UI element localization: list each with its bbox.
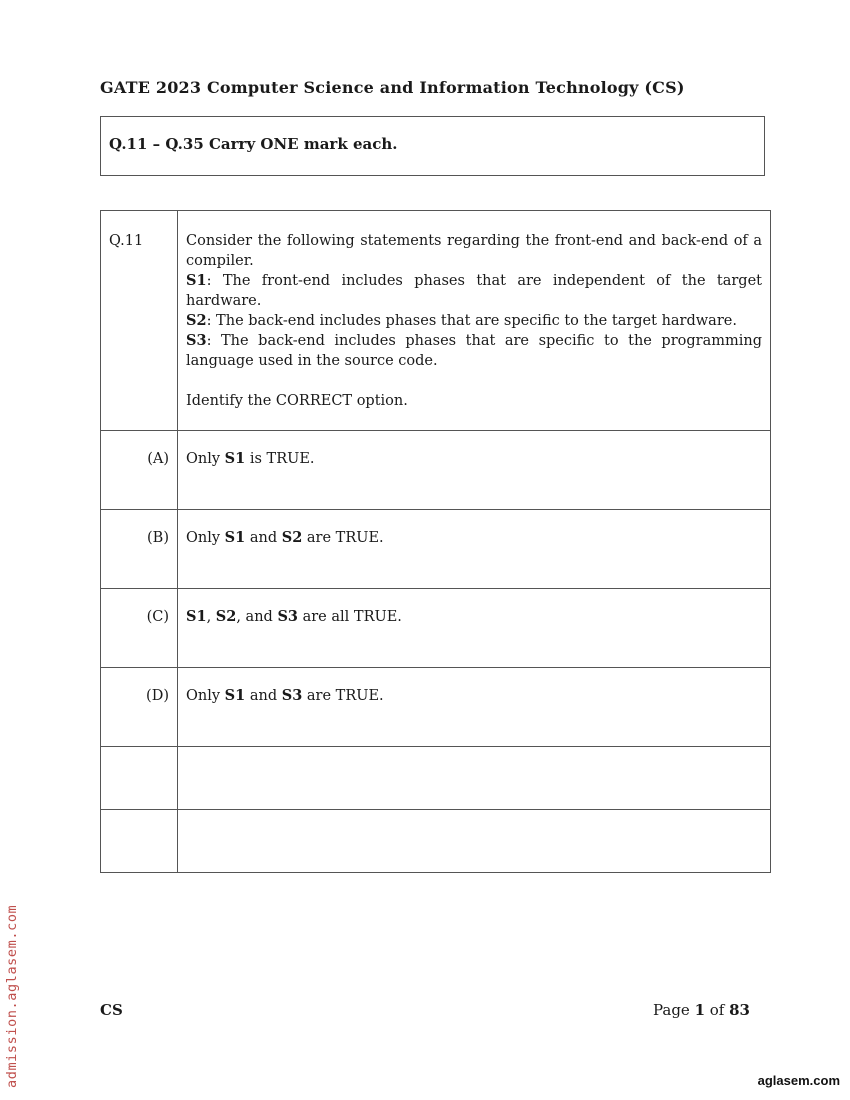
question-number: Q.11 bbox=[101, 211, 178, 431]
statement-label: S2 bbox=[186, 312, 207, 329]
empty-row bbox=[101, 747, 771, 810]
option-text: Only S1 and S3 are TRUE. bbox=[178, 668, 771, 747]
option-row-c bbox=[101, 589, 771, 668]
option-letter: (A) bbox=[101, 431, 178, 510]
option-text: S1, S2, and S3 are all TRUE. bbox=[178, 589, 771, 668]
statement-s3 bbox=[186, 331, 762, 371]
question-stem bbox=[178, 211, 771, 431]
corner-watermark: aglasem.com bbox=[757, 1073, 840, 1088]
statement-text: : The back-end includes phases that are specific to the programming language used in the source code. bbox=[186, 333, 762, 369]
footer-page-number: Page 1 of 83 bbox=[652, 1001, 750, 1019]
option-letter: (C) bbox=[101, 589, 178, 668]
empty-row bbox=[101, 810, 771, 873]
vertical-watermark: admission.aglasem.com bbox=[4, 904, 20, 1088]
question-table bbox=[100, 210, 771, 873]
option-letter: (D) bbox=[101, 668, 178, 747]
empty-cell bbox=[101, 747, 178, 810]
option-row-b bbox=[101, 510, 771, 589]
empty-cell bbox=[178, 810, 771, 873]
option-text: Only S1 and S2 are TRUE. bbox=[178, 510, 771, 589]
empty-cell bbox=[101, 810, 178, 873]
option-row-a bbox=[101, 431, 771, 510]
option-text: Only S1 is TRUE. bbox=[178, 431, 771, 510]
statement-label: S3 bbox=[186, 332, 207, 349]
footer-paper-code: CS bbox=[100, 1001, 123, 1019]
question-row bbox=[101, 211, 771, 431]
statement-s1 bbox=[186, 271, 762, 311]
stem-intro: Consider the following statements regarding the front-end and back-end of a compiler. bbox=[186, 233, 762, 269]
section-heading-box bbox=[100, 116, 765, 176]
document-title: GATE 2023 Computer Science and Information Technology (CS) bbox=[100, 78, 685, 97]
statement-s2 bbox=[186, 311, 762, 331]
question-prompt: Identify the CORRECT option. bbox=[186, 393, 408, 409]
statement-text: : The back-end includes phases that are specific to the target hardware. bbox=[206, 313, 737, 329]
statement-text: : The front-end includes phases that are independent of the target hardware. bbox=[186, 273, 762, 309]
statement-label: S1 bbox=[186, 272, 207, 289]
empty-cell bbox=[178, 747, 771, 810]
option-row-d bbox=[101, 668, 771, 747]
option-letter: (B) bbox=[101, 510, 178, 589]
section-heading: Q.11 – Q.35 Carry ONE mark each. bbox=[109, 135, 398, 153]
